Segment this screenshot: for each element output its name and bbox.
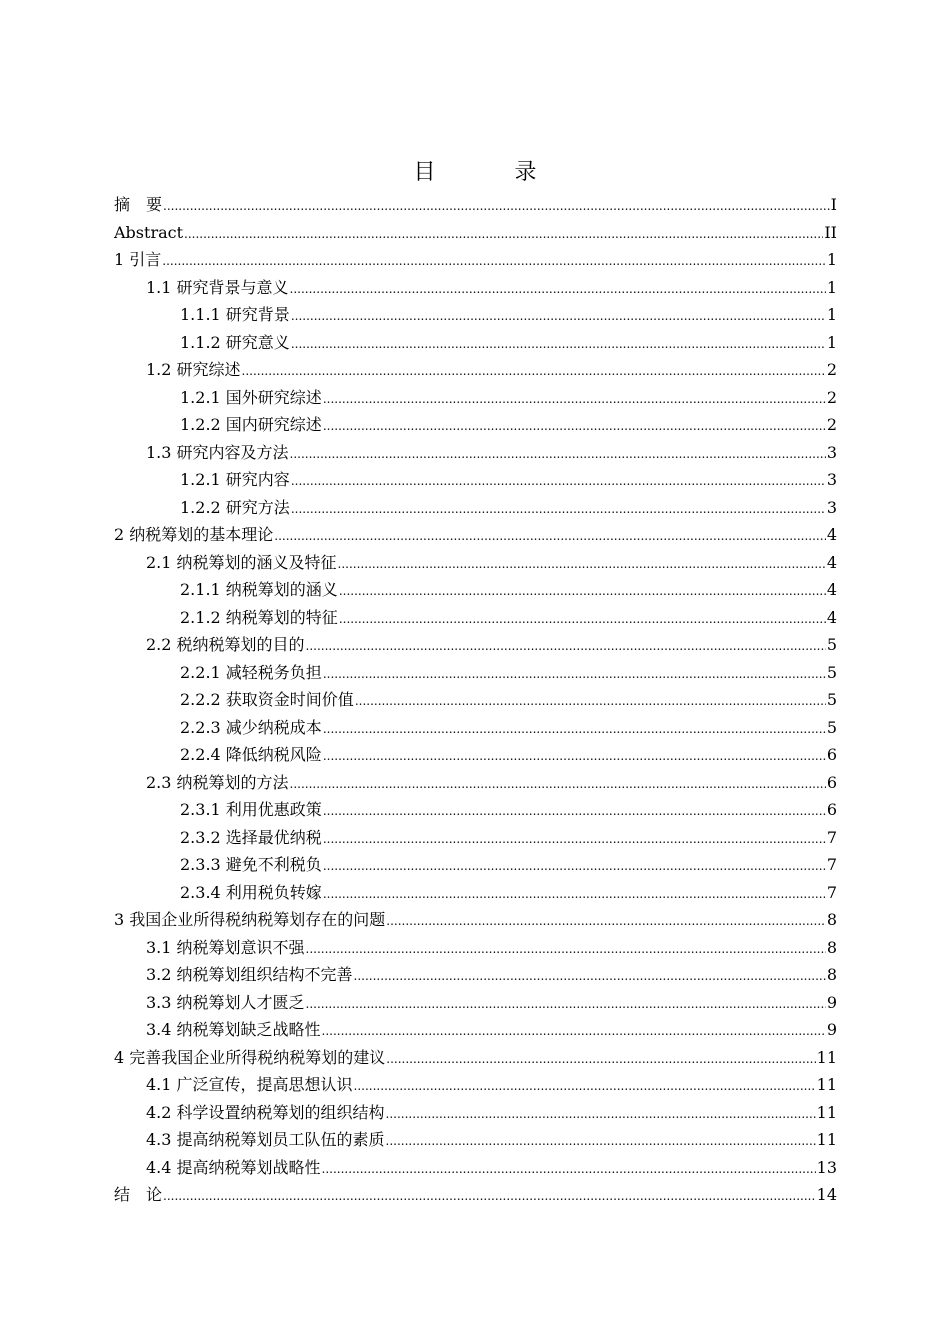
toc-entry-page-number: 5 xyxy=(826,690,837,709)
toc-leader-dots xyxy=(339,578,826,606)
toc-entry[interactable] xyxy=(114,1181,837,1209)
toc-entry-text: 2.2.4 降低纳税风险 xyxy=(180,745,322,764)
toc-entry-page-number: 4 xyxy=(826,552,837,572)
toc-leader-dots xyxy=(323,853,826,881)
toc-leader-dots xyxy=(355,688,826,716)
toc-leader-dots xyxy=(386,1046,815,1074)
toc-entry-text: 4.4 提高纳税筹划战略性 xyxy=(146,1157,321,1177)
toc-entry[interactable] xyxy=(114,796,837,824)
toc-leader-dots xyxy=(323,826,826,854)
toc-entry-page-number: 13 xyxy=(816,1157,837,1177)
toc-entry-page-number: II xyxy=(824,222,837,242)
toc-entry-text: 3.4 纳税筹划缺乏战略性 xyxy=(146,1020,321,1039)
toc-leader-dots xyxy=(323,413,826,441)
toc-entry-text: 3.2 纳税筹划组织结构不完善 xyxy=(146,965,353,984)
toc-entry-text: 2.2.2 获取资金时间价值 xyxy=(180,690,354,709)
toc-entry-text: 1.2.1 研究内容 xyxy=(180,470,290,489)
toc-entry-page-number: 11 xyxy=(816,1102,837,1122)
toc-leader-dots xyxy=(163,193,830,221)
toc-entry[interactable] xyxy=(114,329,837,357)
toc-leader-dots xyxy=(323,798,826,826)
toc-leader-dots xyxy=(339,606,826,634)
toc-entry-page-number: 7 xyxy=(826,827,837,847)
toc-entry[interactable] xyxy=(114,384,837,412)
toc-entry[interactable] xyxy=(114,411,837,439)
toc-entry-page-number: 5 xyxy=(826,635,837,654)
toc-entry[interactable] xyxy=(114,604,837,632)
toc-entry-page-number: 3 xyxy=(826,470,837,489)
toc-entry[interactable] xyxy=(114,906,837,934)
toc-entry-text: 2.1 纳税筹划的涵义及特征 xyxy=(146,552,337,572)
toc-list xyxy=(114,191,837,1209)
toc-leader-dots xyxy=(323,661,826,689)
toc-leader-dots xyxy=(323,716,826,744)
toc-entry-text: 4.3 提高纳税筹划员工队伍的素质 xyxy=(146,1130,385,1149)
toc-leader-dots xyxy=(386,1128,816,1156)
toc-entry[interactable] xyxy=(114,1099,837,1127)
toc-entry-text: 2.3.3 避免不利税负 xyxy=(180,855,322,874)
toc-entry-page-number: 3 xyxy=(826,497,837,517)
toc-entry[interactable] xyxy=(114,686,837,714)
toc-entry-page-number: 1 xyxy=(826,277,837,297)
toc-entry-page-number: 2 xyxy=(826,360,837,379)
toc-leader-dots xyxy=(306,991,826,1019)
toc-entry[interactable] xyxy=(114,961,837,989)
toc-leader-dots xyxy=(354,963,826,991)
toc-leader-dots xyxy=(386,908,826,936)
toc-leader-dots xyxy=(291,303,826,331)
toc-entry-page-number: 4 xyxy=(826,607,837,627)
toc-entry[interactable] xyxy=(114,1044,837,1072)
toc-entry[interactable] xyxy=(114,879,837,907)
toc-entry-text: 1.3 研究内容及方法 xyxy=(146,442,289,462)
toc-entry[interactable] xyxy=(114,769,837,797)
toc-leader-dots xyxy=(338,551,826,579)
toc-entry-text: 2.3.1 利用优惠政策 xyxy=(180,800,322,819)
toc-entry-page-number: 6 xyxy=(826,772,837,792)
toc-entry[interactable] xyxy=(114,989,837,1017)
toc-entry-text: 2.3 纳税筹划的方法 xyxy=(146,772,289,792)
toc-entry[interactable] xyxy=(114,851,837,879)
toc-entry-text: 3.1 纳税筹划意识不强 xyxy=(146,937,305,957)
toc-entry-text: 4.1 广泛宣传，提高思想认识 xyxy=(146,1075,353,1094)
toc-leader-dots xyxy=(323,386,826,414)
toc-leader-dots xyxy=(162,248,826,276)
toc-leader-dots xyxy=(354,1073,816,1101)
toc-entry-text: 1.1 研究背景与意义 xyxy=(146,277,289,297)
toc-entry-page-number: 9 xyxy=(826,992,837,1012)
toc-entry-page-number: 8 xyxy=(826,937,837,957)
toc-entry-page-number: 2 xyxy=(826,415,837,434)
toc-leader-dots xyxy=(322,1156,816,1184)
toc-entry-page-number: 8 xyxy=(826,965,837,984)
toc-entry-text: Abstract xyxy=(114,222,184,242)
toc-entry[interactable] xyxy=(114,1126,837,1154)
toc-leader-dots xyxy=(184,221,823,249)
toc-leader-dots xyxy=(323,743,826,771)
toc-entry[interactable] xyxy=(114,631,837,659)
toc-entry-page-number: 7 xyxy=(826,882,837,902)
toc-entry-page-number: 5 xyxy=(826,717,837,737)
toc-entry-text: 2.2 税纳税筹划的目的 xyxy=(146,635,305,654)
toc-entry[interactable] xyxy=(114,714,837,742)
toc-entry-text: 2.3.4 利用税负转嫁 xyxy=(180,882,322,902)
toc-entry[interactable] xyxy=(114,439,837,467)
toc-entry-text: 1.1.2 研究意义 xyxy=(180,332,290,352)
toc-entry-text: 1.2 研究综述 xyxy=(146,360,241,379)
toc-entry-text: 2 纳税筹划的基本理论 xyxy=(114,525,274,544)
toc-leader-dots xyxy=(323,881,826,909)
toc-leader-dots xyxy=(274,523,826,551)
toc-entry-text: 摘 要 xyxy=(114,195,163,214)
toc-entry-text: 4 完善我国企业所得税纳税筹划的建议 xyxy=(114,1047,386,1067)
toc-entry-page-number: 6 xyxy=(826,745,837,764)
toc-entry[interactable] xyxy=(114,274,837,302)
toc-entry-page-number: 1 xyxy=(826,332,837,352)
toc-leader-dots xyxy=(306,633,826,661)
toc-entry-text: 1 引言 xyxy=(114,250,162,269)
toc-leader-dots xyxy=(290,276,826,304)
toc-entry-page-number: 8 xyxy=(826,910,837,929)
toc-entry[interactable] xyxy=(114,246,837,274)
toc-entry-page-number: 11 xyxy=(816,1130,837,1149)
toc-entry[interactable] xyxy=(114,934,837,962)
toc-entry[interactable] xyxy=(114,494,837,522)
toc-entry[interactable] xyxy=(114,741,837,769)
toc-leader-dots xyxy=(242,358,826,386)
toc-entry-page-number: 5 xyxy=(826,662,837,682)
toc-entry-text: 2.3.2 选择最优纳税 xyxy=(180,827,322,847)
toc-entry[interactable] xyxy=(114,1016,837,1044)
toc-entry-text: 1.2.2 研究方法 xyxy=(180,497,290,517)
toc-entry-page-number: 1 xyxy=(826,305,837,324)
toc-entry-page-number: 4 xyxy=(826,580,837,599)
toc-entry[interactable] xyxy=(114,1154,837,1182)
toc-leader-dots xyxy=(290,771,826,799)
toc-entry-text: 1.1.1 研究背景 xyxy=(180,305,290,324)
toc-entry-text: 1.2.2 国内研究综述 xyxy=(180,415,322,434)
toc-leader-dots xyxy=(291,496,826,524)
toc-leader-dots xyxy=(290,441,826,469)
toc-entry[interactable] xyxy=(114,219,837,247)
toc-title: 目 录 xyxy=(413,160,573,185)
toc-entry-page-number: 11 xyxy=(816,1047,837,1067)
toc-entry[interactable] xyxy=(114,466,837,494)
toc-entry-text: 1.2.1 国外研究综述 xyxy=(180,387,322,407)
toc-leader-dots xyxy=(291,468,826,496)
toc-entry-page-number: 6 xyxy=(826,800,837,819)
toc-entry[interactable] xyxy=(114,191,837,219)
toc-entry-page-number: 9 xyxy=(826,1020,837,1039)
toc-entry-page-number: 14 xyxy=(816,1185,837,1204)
toc-entry-text: 3.3 纳税筹划人才匮乏 xyxy=(146,992,305,1012)
toc-entry-page-number: 1 xyxy=(826,250,837,269)
toc-entry[interactable] xyxy=(114,356,837,384)
toc-entry[interactable] xyxy=(114,521,837,549)
toc-leader-dots xyxy=(291,331,826,359)
toc-entry[interactable] xyxy=(114,301,837,329)
toc-entry-page-number: I xyxy=(830,195,837,214)
toc-entry[interactable] xyxy=(114,576,837,604)
toc-entry-text: 2.1.1 纳税筹划的涵义 xyxy=(180,580,338,599)
toc-leader-dots xyxy=(306,936,826,964)
toc-leader-dots xyxy=(386,1101,816,1129)
toc-entry-text: 3 我国企业所得税纳税筹划存在的问题 xyxy=(114,910,386,929)
toc-entry-text: 2.2.3 减少纳税成本 xyxy=(180,717,322,737)
toc-entry[interactable] xyxy=(114,659,837,687)
toc-entry-text: 2.1.2 纳税筹划的特征 xyxy=(180,607,338,627)
toc-entry-text: 2.2.1 减轻税务负担 xyxy=(180,662,322,682)
toc-entry-text: 结 论 xyxy=(114,1185,163,1204)
toc-entry-text: 4.2 科学设置纳税筹划的组织结构 xyxy=(146,1102,385,1122)
toc-entry-page-number: 11 xyxy=(816,1075,837,1094)
toc-entry-page-number: 3 xyxy=(826,442,837,462)
toc-entry-page-number: 4 xyxy=(826,525,837,544)
toc-leader-dots xyxy=(322,1018,826,1046)
toc-entry-page-number: 2 xyxy=(826,387,837,407)
toc-entry[interactable] xyxy=(114,824,837,852)
toc-entry-page-number: 7 xyxy=(826,855,837,874)
toc-entry[interactable] xyxy=(114,549,837,577)
toc-leader-dots xyxy=(163,1183,816,1211)
toc-entry[interactable] xyxy=(114,1071,837,1099)
